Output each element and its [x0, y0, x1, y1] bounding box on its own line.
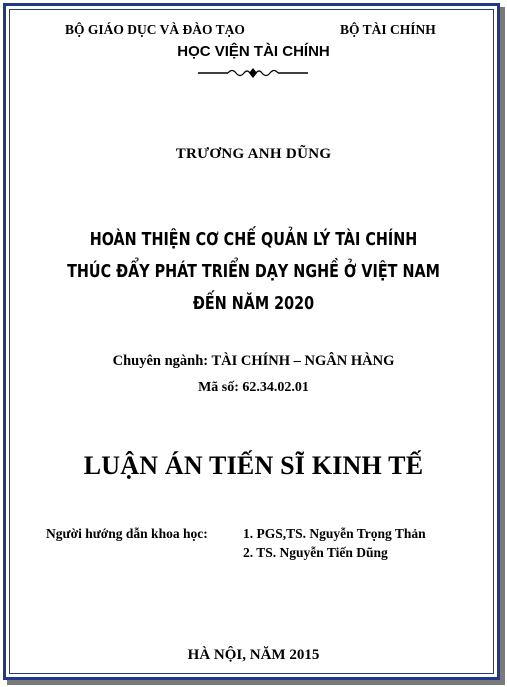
thesis-title-line-3: ĐẾN NĂM 2020 [192, 294, 315, 314]
ministry-finance: BỘ TÀI CHÍNH [340, 22, 436, 37]
thesis-title-line-2: THÚC ĐẨY PHÁT TRIỂN DẠY NGHỀ Ở VIỆT NAM [67, 262, 440, 282]
academy-name: HỌC VIỆN TÀI CHÍNH [177, 43, 330, 60]
ministry-education: BỘ GIÁO DỤC VÀ ĐÀO TẠO [65, 22, 245, 37]
advisor-1: 1. PGS,TS. Nguyễn Trọng Thản [243, 526, 426, 541]
major-code: Mã số: 62.34.02.01 [198, 380, 309, 395]
page-border-inner [9, 9, 494, 674]
page-shadow-bottom [7, 680, 505, 685]
major: Chuyên ngành: TÀI CHÍNH – NGÂN HÀNG [112, 353, 395, 369]
page-shadow-right [500, 7, 505, 684]
thesis-title-line-1: HOÀN THIỆN CƠ CHẾ QUẢN LÝ TÀI CHÍNH [89, 230, 418, 250]
advisor-2: 2. TS. Nguyễn Tiến Dũng [243, 545, 388, 560]
place-and-year: HÀ NỘI, NĂM 2015 [187, 647, 320, 663]
author-name: TRƯƠNG ANH DŨNG [175, 146, 332, 162]
degree-title: LUẬN ÁN TIẾN SĨ KINH TẾ [83, 451, 424, 480]
ornament-divider-icon [198, 66, 308, 80]
advisor-label: Người hướng dẫn khoa học: [46, 526, 208, 541]
